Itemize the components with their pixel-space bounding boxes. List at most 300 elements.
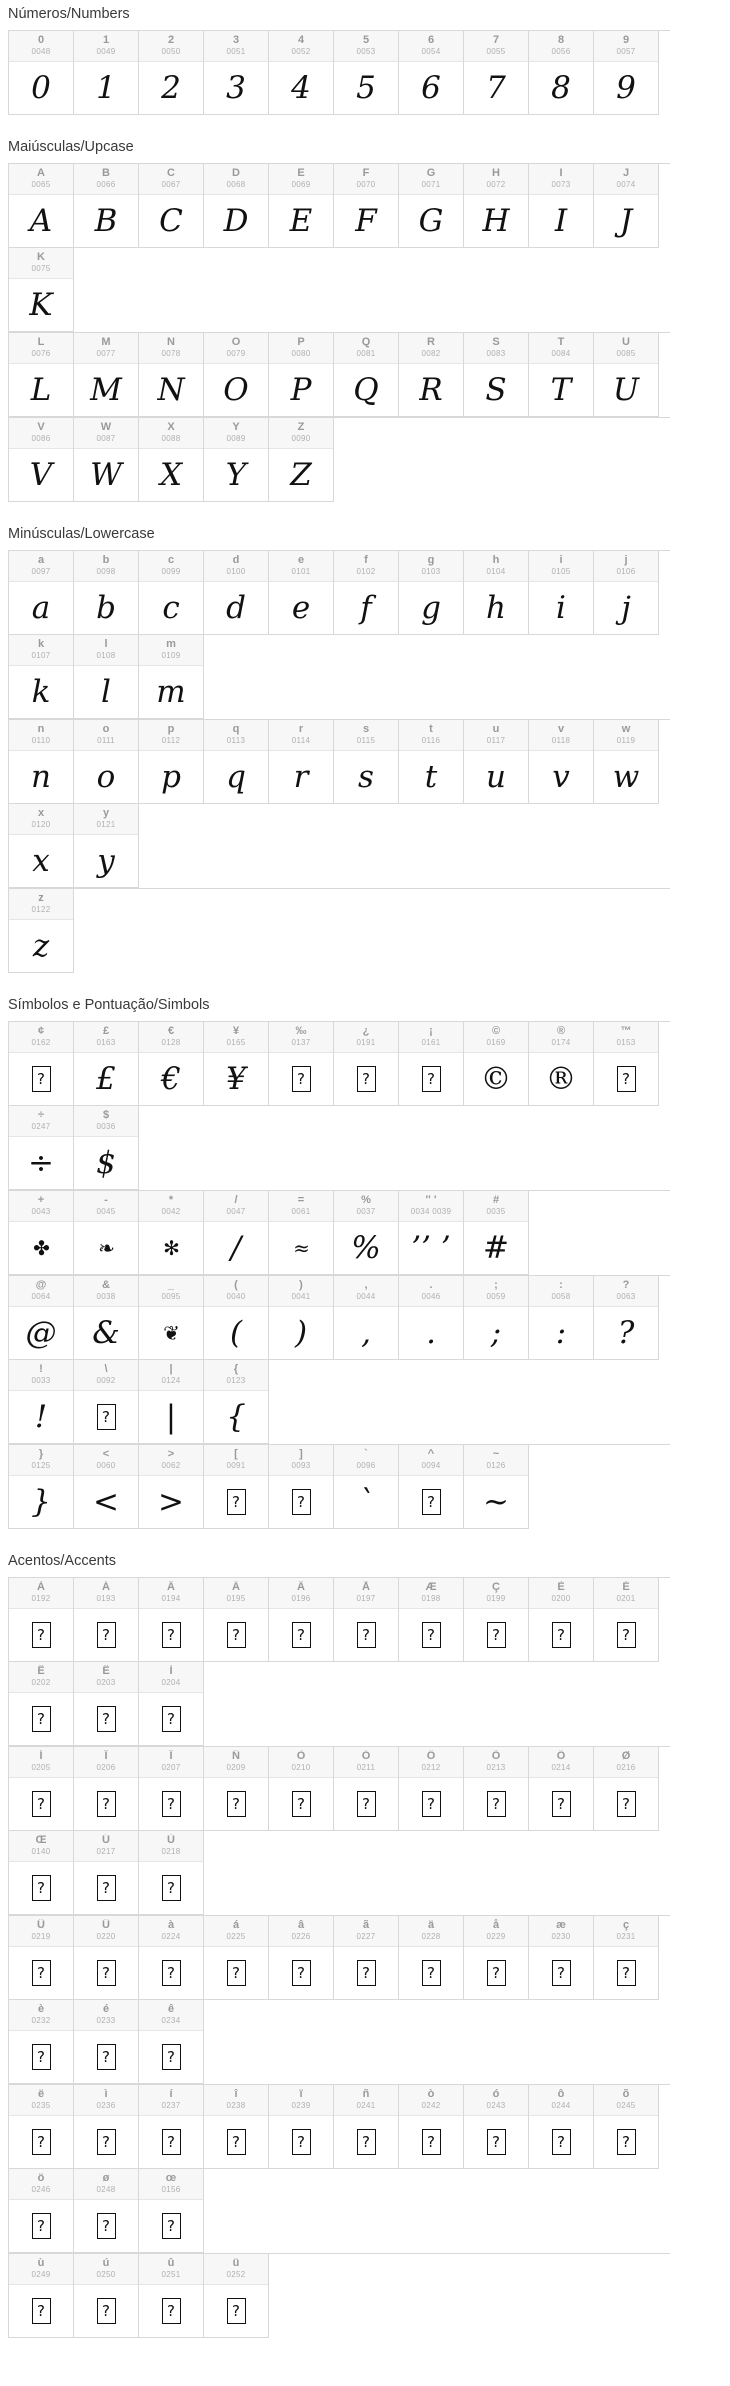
glyph-cell[interactable] [594, 1578, 659, 1662]
glyph-code-label: 0209 [226, 1763, 246, 1772]
glyph-character-label: b [102, 554, 110, 566]
glyph-character-label: l [104, 638, 108, 650]
glyph-cell[interactable] [594, 1022, 659, 1106]
glyph-cell[interactable] [74, 1106, 139, 1190]
missing-glyph-box: ? [162, 1791, 181, 1817]
glyph-cell-header [74, 551, 138, 582]
glyph-code-label: 0229 [486, 1932, 506, 1941]
glyph-cell[interactable] [9, 1916, 74, 2000]
glyph-cell[interactable] [334, 720, 399, 804]
glyph-cell[interactable] [74, 1360, 139, 1444]
glyph-cell[interactable] [269, 1276, 334, 1360]
glyph-cell[interactable] [594, 720, 659, 804]
glyph-cell[interactable] [74, 720, 139, 804]
glyph-cell[interactable] [334, 164, 399, 248]
glyph-cell[interactable] [529, 333, 594, 417]
glyph-cell-header [74, 635, 138, 666]
glyph-cell[interactable] [464, 1916, 529, 2000]
glyph-cell[interactable] [399, 1022, 464, 1106]
glyph-cell[interactable] [204, 1276, 269, 1360]
glyph-row [8, 1275, 670, 1444]
glyph-cell-header [204, 1276, 268, 1307]
glyph-cell[interactable] [9, 2254, 74, 2338]
glyph-cell[interactable] [529, 2085, 594, 2169]
glyph-cell-header [9, 248, 73, 279]
glyph-cell[interactable] [399, 1747, 464, 1831]
glyph-code-label: 0123 [226, 1376, 246, 1385]
glyph-cell[interactable] [204, 1191, 269, 1275]
glyph-cell[interactable] [204, 31, 269, 115]
glyph-cell[interactable] [74, 2169, 139, 2253]
glyph-cell[interactable] [139, 1831, 204, 1915]
glyph-cell-header [9, 804, 73, 835]
missing-glyph-box: ? [97, 1706, 116, 1732]
glyph-cell[interactable] [139, 333, 204, 417]
glyph-cell[interactable] [74, 2254, 139, 2338]
glyph-cell[interactable] [399, 1191, 464, 1275]
glyph-preview: ? [617, 1314, 635, 1351]
glyph-preview: 5 [356, 69, 376, 106]
glyph-cell[interactable] [334, 1191, 399, 1275]
glyph-cell[interactable] [464, 164, 529, 248]
glyph-cell-header [464, 1445, 528, 1476]
glyph-cell[interactable] [464, 1191, 529, 1275]
glyph-character-label: Ù [167, 1834, 175, 1846]
glyph-cell[interactable] [269, 1445, 334, 1529]
missing-glyph-box: ? [227, 1489, 246, 1515]
glyph-cell[interactable] [74, 1578, 139, 1662]
glyph-cell-header [9, 164, 73, 195]
glyph-cell-header [204, 1191, 268, 1222]
glyph-cell[interactable] [204, 1445, 269, 1529]
glyph-preview: w [612, 758, 640, 795]
glyph-cell-header [74, 31, 138, 62]
missing-glyph-box: ? [617, 1960, 636, 1986]
glyph-preview: J [619, 202, 633, 239]
glyph-cell[interactable] [204, 164, 269, 248]
glyph-cell[interactable] [204, 418, 269, 502]
glyph-preview: 6 [421, 69, 441, 106]
glyph-cell[interactable] [74, 1022, 139, 1106]
glyph-cell-header [399, 1191, 463, 1222]
glyph-code-label: 0073 [551, 180, 571, 189]
glyph-cell[interactable] [74, 1445, 139, 1529]
glyph-code-label: 0034 0039 [410, 1207, 452, 1216]
glyph-cell[interactable] [9, 1662, 74, 1746]
glyph-cell[interactable] [9, 1578, 74, 1662]
missing-glyph-box: ? [617, 1622, 636, 1648]
glyph-cell[interactable] [9, 551, 74, 635]
glyph-cell-header [529, 164, 593, 195]
glyph-cell[interactable] [464, 2085, 529, 2169]
glyph-cell-header [204, 164, 268, 195]
glyph-cell[interactable] [9, 164, 74, 248]
glyph-cell[interactable] [529, 1578, 594, 1662]
glyph-cell[interactable] [529, 1022, 594, 1106]
glyph-character-label: ~ [492, 1448, 500, 1460]
glyph-code-label: 0124 [161, 1376, 181, 1385]
glyph-cell[interactable] [464, 720, 529, 804]
glyph-cell[interactable] [269, 164, 334, 248]
glyph-cell[interactable] [74, 31, 139, 115]
glyph-cell[interactable] [399, 1445, 464, 1529]
glyph-cell-header [74, 1445, 138, 1476]
glyph-cell[interactable] [399, 551, 464, 635]
glyph-cell-header [139, 1360, 203, 1391]
glyph-cell[interactable] [269, 1191, 334, 1275]
glyph-code-label: 0193 [96, 1594, 116, 1603]
glyph-code-label: 0045 [96, 1207, 116, 1216]
glyph-cell[interactable] [139, 1276, 204, 1360]
glyph-cell[interactable] [399, 2085, 464, 2169]
glyph-cell[interactable] [9, 1747, 74, 1831]
glyph-cell[interactable] [464, 31, 529, 115]
glyph-cell-header [139, 2085, 203, 2116]
glyph-cell[interactable] [594, 31, 659, 115]
glyph-code-label: 0119 [616, 736, 636, 745]
glyph-character-label: v [557, 723, 565, 735]
glyph-cell[interactable] [74, 551, 139, 635]
glyph-cell[interactable] [9, 1831, 74, 1915]
glyph-preview [9, 2200, 73, 2252]
glyph-cell[interactable] [74, 333, 139, 417]
glyph-character-label: c [167, 554, 175, 566]
glyph-cell[interactable] [139, 1747, 204, 1831]
glyph-cell[interactable] [9, 2169, 74, 2253]
glyph-cell[interactable] [139, 1662, 204, 1746]
glyph-cell[interactable] [529, 720, 594, 804]
glyph-section [0, 0, 730, 115]
glyph-cell-header [74, 2000, 138, 2031]
glyph-cell[interactable] [594, 1916, 659, 2000]
glyph-cell[interactable] [464, 551, 529, 635]
missing-glyph-box: ? [357, 1066, 376, 1092]
glyph-cell[interactable] [334, 31, 399, 115]
glyph-cell[interactable] [204, 2254, 269, 2338]
glyph-cell[interactable] [269, 551, 334, 635]
glyph-cell[interactable] [399, 164, 464, 248]
glyph-cell[interactable] [74, 2085, 139, 2169]
glyph-cell-header [269, 1022, 333, 1053]
glyph-preview: R [419, 371, 443, 408]
glyph-character-label: ¥ [232, 1025, 240, 1037]
glyph-code-label: 0035 [486, 1207, 506, 1216]
missing-glyph-box: ? [422, 1960, 441, 1986]
glyph-cell[interactable] [269, 2085, 334, 2169]
glyph-character-label: C [167, 167, 175, 179]
glyph-cell[interactable] [139, 2169, 204, 2253]
missing-glyph-box: ? [422, 1066, 441, 1092]
glyph-cell-header [269, 1191, 333, 1222]
glyph-cell[interactable] [9, 1276, 74, 1360]
glyph-cell[interactable] [399, 1276, 464, 1360]
glyph-code-label: 0161 [421, 1038, 441, 1047]
glyph-code-label: 0061 [291, 1207, 311, 1216]
section-title: Acentos/Accents [8, 1553, 116, 1569]
glyph-cell[interactable] [204, 1747, 269, 1831]
glyph-cell-header [204, 333, 268, 364]
glyph-character-label: € [167, 1025, 175, 1037]
glyph-cell[interactable] [594, 2085, 659, 2169]
glyph-cell[interactable] [529, 1747, 594, 1831]
glyph-preview: X [159, 456, 183, 493]
glyph-cell-header [269, 1276, 333, 1307]
glyph-character-label: ¿ [362, 1025, 370, 1037]
glyph-code-label: 0096 [356, 1461, 376, 1470]
glyph-cell[interactable] [269, 1578, 334, 1662]
glyph-cell-header [334, 1445, 398, 1476]
glyph-preview [9, 1778, 73, 1830]
glyph-cell[interactable] [139, 418, 204, 502]
glyph-cell[interactable] [9, 2000, 74, 2084]
glyph-cell[interactable] [74, 1831, 139, 1915]
glyph-cell[interactable] [399, 1916, 464, 2000]
missing-glyph-box: ? [97, 2044, 116, 2070]
glyph-cell[interactable] [399, 31, 464, 115]
glyph-cell[interactable] [594, 1747, 659, 1831]
glyph-character-label: æ [556, 1919, 566, 1931]
glyph-code-label: 0238 [226, 2101, 246, 2110]
glyph-cell[interactable] [269, 720, 334, 804]
glyph-cell[interactable] [529, 1276, 594, 1360]
glyph-cell[interactable] [9, 804, 74, 888]
glyph-cell[interactable] [464, 333, 529, 417]
glyph-code-label: 0104 [486, 567, 506, 576]
glyph-cell[interactable] [204, 1360, 269, 1444]
glyph-cell[interactable] [204, 720, 269, 804]
glyph-character-label: Z [297, 421, 305, 433]
glyph-cell[interactable] [139, 2085, 204, 2169]
glyph-code-label: 0195 [226, 1594, 246, 1603]
glyph-cell-header [464, 164, 528, 195]
glyph-character-label: Â [167, 1581, 175, 1593]
glyph-cell[interactable] [204, 333, 269, 417]
glyph-cell[interactable] [529, 551, 594, 635]
glyph-cell[interactable] [139, 2254, 204, 2338]
glyph-cell[interactable] [139, 1022, 204, 1106]
glyph-cell[interactable] [74, 804, 139, 888]
glyph-cell[interactable] [334, 1916, 399, 2000]
glyph-cell[interactable] [334, 1445, 399, 1529]
glyph-cell[interactable] [9, 248, 74, 332]
glyph-preview [334, 1609, 398, 1661]
glyph-preview: 0 [31, 69, 51, 106]
glyph-cell-header [74, 804, 138, 835]
glyph-preview: P [290, 371, 312, 408]
glyph-code-label: 0125 [31, 1461, 51, 1470]
glyph-cell[interactable] [399, 1578, 464, 1662]
glyph-cell[interactable] [204, 1022, 269, 1106]
missing-glyph-box: ? [292, 1622, 311, 1648]
glyph-cell-header [9, 1578, 73, 1609]
glyph-cell[interactable] [9, 1445, 74, 1529]
glyph-cell[interactable] [464, 1578, 529, 1662]
glyph-cell[interactable] [74, 418, 139, 502]
glyph-cell[interactable] [74, 164, 139, 248]
glyph-cell[interactable] [399, 720, 464, 804]
missing-glyph-box: ? [162, 1875, 181, 1901]
glyph-cell[interactable] [9, 720, 74, 804]
glyph-character-label: ô [557, 2088, 565, 2100]
missing-glyph-box: ? [97, 2298, 116, 2324]
glyph-preview: n [31, 758, 51, 795]
glyph-code-label: 0043 [31, 1207, 51, 1216]
glyph-cell[interactable] [9, 1191, 74, 1275]
glyph-character-label: È [557, 1581, 565, 1593]
glyph-code-label: 0198 [421, 1594, 441, 1603]
glyph-code-label: 0236 [96, 2101, 116, 2110]
glyph-cell[interactable] [74, 1191, 139, 1275]
glyph-preview: L [30, 371, 52, 408]
glyph-cell[interactable] [464, 1445, 529, 1529]
glyph-cell-header [529, 333, 593, 364]
glyph-cell-header [399, 720, 463, 751]
glyph-cell[interactable] [74, 1747, 139, 1831]
glyph-preview: i [556, 589, 566, 626]
missing-glyph-box: ? [357, 1791, 376, 1817]
glyph-cell-header [594, 164, 658, 195]
glyph-cell[interactable] [204, 551, 269, 635]
glyph-code-label: 0232 [31, 2016, 51, 2025]
glyph-character-label: g [427, 554, 435, 566]
glyph-cell[interactable] [204, 1916, 269, 2000]
glyph-cell[interactable] [9, 1360, 74, 1444]
glyph-cell[interactable] [204, 2085, 269, 2169]
glyph-cell[interactable] [139, 720, 204, 804]
glyph-cell-header [594, 31, 658, 62]
glyph-cell[interactable] [334, 2085, 399, 2169]
glyph-cell-header [399, 2085, 463, 2116]
glyph-cell[interactable] [9, 2085, 74, 2169]
glyph-character-label: N [167, 336, 175, 348]
glyph-preview: k [31, 673, 51, 710]
glyph-cell-header [74, 1360, 138, 1391]
glyph-cell-header [74, 1662, 138, 1693]
glyph-cell[interactable] [529, 31, 594, 115]
glyph-cell[interactable] [269, 1916, 334, 2000]
glyph-cell[interactable] [139, 164, 204, 248]
glyph-character-label: ( [234, 1279, 238, 1291]
glyph-cell[interactable] [334, 1578, 399, 1662]
glyph-row [8, 1021, 670, 1190]
glyph-code-label: 0113 [226, 736, 246, 745]
glyph-cell[interactable] [139, 31, 204, 115]
glyph-code-label: 0037 [356, 1207, 376, 1216]
glyph-character-label: j [624, 554, 628, 566]
glyph-cell[interactable] [334, 1276, 399, 1360]
glyph-code-label: 0228 [421, 1932, 441, 1941]
glyph-code-label: 0174 [551, 1038, 571, 1047]
glyph-cell[interactable] [139, 2000, 204, 2084]
glyph-cell[interactable] [74, 1916, 139, 2000]
glyph-cell[interactable] [139, 635, 204, 719]
missing-glyph-box: ? [97, 1404, 116, 1430]
glyph-cell[interactable] [204, 1578, 269, 1662]
glyph-cell-header [594, 1578, 658, 1609]
glyph-cell[interactable] [74, 2000, 139, 2084]
missing-glyph-box: ? [292, 1489, 311, 1515]
glyph-cell-header [529, 1747, 593, 1778]
glyph-cell[interactable] [269, 31, 334, 115]
glyph-preview: S [485, 371, 507, 408]
glyph-preview [594, 1778, 658, 1830]
glyph-cell[interactable] [139, 1916, 204, 2000]
glyph-code-label: 0040 [226, 1292, 246, 1301]
glyph-cell[interactable] [334, 1022, 399, 1106]
glyph-cell[interactable] [334, 551, 399, 635]
glyph-cell[interactable] [594, 164, 659, 248]
glyph-cell[interactable] [9, 1106, 74, 1190]
glyph-cell[interactable] [9, 635, 74, 719]
glyph-cell[interactable] [74, 1276, 139, 1360]
glyph-cell[interactable] [464, 1747, 529, 1831]
glyph-code-label: 0194 [161, 1594, 181, 1603]
glyph-cell[interactable] [139, 551, 204, 635]
glyph-cell[interactable] [9, 418, 74, 502]
glyph-character-label: M [101, 336, 111, 348]
glyph-code-label: 0112 [161, 736, 181, 745]
glyph-cell[interactable] [269, 418, 334, 502]
glyph-cell-header [9, 889, 73, 920]
glyph-cell[interactable] [74, 635, 139, 719]
glyph-cell[interactable] [464, 1022, 529, 1106]
glyph-character-label: 8 [557, 34, 565, 46]
glyph-preview: } [31, 1483, 51, 1520]
glyph-cell[interactable] [74, 1662, 139, 1746]
glyph-cell[interactable] [334, 333, 399, 417]
glyph-cell-header [269, 164, 333, 195]
glyph-cell-header [9, 333, 73, 364]
glyph-cell[interactable] [464, 1276, 529, 1360]
glyph-cell[interactable] [9, 889, 74, 973]
glyph-cell-header [464, 1191, 528, 1222]
glyph-cell-header [204, 2085, 268, 2116]
glyph-cell[interactable] [594, 1276, 659, 1360]
glyph-character-label: '' ' [425, 1194, 437, 1206]
glyph-cell[interactable] [594, 551, 659, 635]
glyph-cell[interactable] [594, 333, 659, 417]
glyph-preview: s [358, 758, 374, 795]
glyph-cell[interactable] [9, 31, 74, 115]
glyph-cell[interactable] [269, 1022, 334, 1106]
glyph-code-label: 0249 [31, 2270, 51, 2279]
glyph-code-label: 0217 [96, 1847, 116, 1856]
glyph-cell[interactable] [529, 1916, 594, 2000]
glyph-preview: < [93, 1483, 119, 1520]
glyph-cell-header [204, 1916, 268, 1947]
glyph-code-label: 0072 [486, 180, 506, 189]
glyph-cell[interactable] [139, 1360, 204, 1444]
glyph-cell[interactable] [529, 164, 594, 248]
glyph-preview: ’’ ’ [411, 1229, 451, 1266]
glyph-cell[interactable] [269, 333, 334, 417]
glyph-cell-header [334, 1022, 398, 1053]
glyph-cell[interactable] [139, 1578, 204, 1662]
missing-glyph-box: ? [357, 1622, 376, 1648]
glyph-cell[interactable] [399, 333, 464, 417]
glyph-cell[interactable] [139, 1191, 204, 1275]
glyph-cell[interactable] [9, 1022, 74, 1106]
glyph-cell[interactable] [269, 1747, 334, 1831]
glyph-character-label: ê [167, 2003, 175, 2015]
glyph-character-label: à [167, 1919, 175, 1931]
glyph-cell[interactable] [139, 1445, 204, 1529]
glyph-character-label: R [427, 336, 435, 348]
glyph-code-label: 0233 [96, 2016, 116, 2025]
glyph-cell[interactable] [9, 333, 74, 417]
glyph-code-label: 0062 [161, 1461, 181, 1470]
glyph-cell[interactable] [334, 1747, 399, 1831]
